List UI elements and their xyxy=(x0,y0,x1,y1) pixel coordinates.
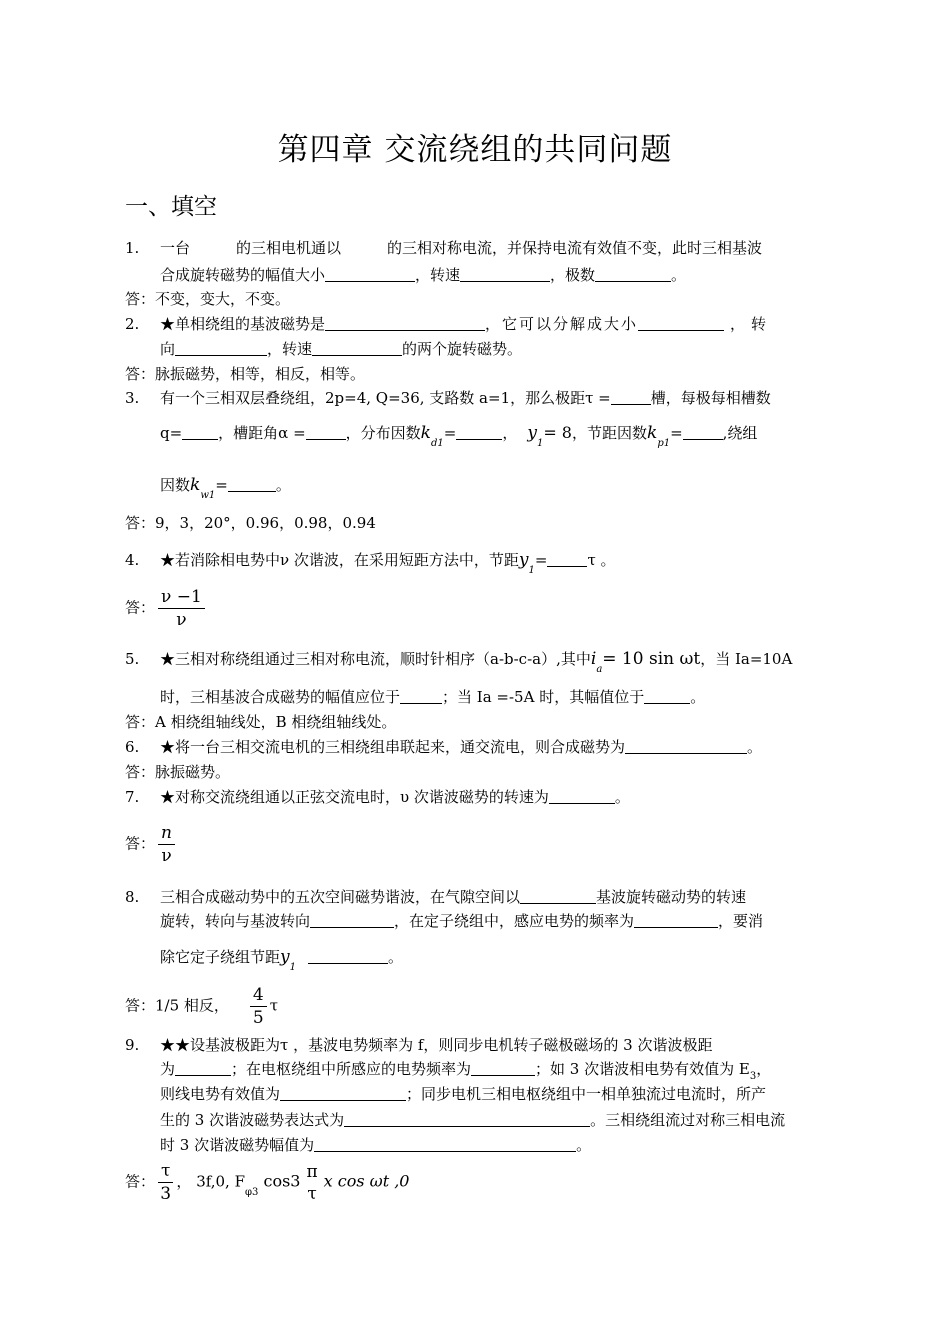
fill-blank[interactable] xyxy=(611,390,651,405)
fill-blank[interactable] xyxy=(175,341,267,356)
chapter-title: 第四章 交流绕组的共同问题 xyxy=(277,132,673,168)
q8-line2: 旋转，转向与基波转向 ，在定子绕组中，感应电势的频率为 ，要消 xyxy=(160,912,764,930)
q7-answer: 答： $\frac{n}{\nu}$ xyxy=(125,822,178,867)
question-number: 6. xyxy=(125,738,140,756)
fraction: $\frac{\nu -1}{\nu}$ xyxy=(158,586,205,631)
q3-line1: 有一个三相双层叠绕组，2p=4, Q=36, 支路数 a=1，那么极距τ = 槽，每极每相槽数 xyxy=(160,389,771,407)
fill-blank[interactable] xyxy=(310,913,394,928)
fill-blank[interactable] xyxy=(634,913,718,928)
fill-blank[interactable] xyxy=(175,1061,231,1076)
fill-blank[interactable] xyxy=(400,689,442,704)
fraction: $\frac{n}{\nu}$ xyxy=(158,822,175,867)
question-number: 4. xyxy=(125,551,140,569)
q9-line3: 则线电势有效值为 ；同步电机三相电枢绕组中一相单独流过电流时，所产 xyxy=(160,1085,767,1103)
fill-blank[interactable] xyxy=(625,739,747,754)
q2-line1: ★单相绕组的基波磁势是 ，它可以分解成大小 ，转 xyxy=(160,315,773,333)
question-number: 8. xyxy=(125,888,140,906)
q1-line2: 合成旋转磁势的幅值大小 ，转速 ，极数 。 xyxy=(160,266,687,284)
q8-line3: 除它定子绕组节距$y_1$。 xyxy=(160,947,404,973)
q3-line3: 因数$k_{w1}=$ 。 xyxy=(160,475,291,501)
q2-answer: 答：脉振磁势，相等，相反，相等。 xyxy=(125,365,366,383)
q9-line4: 生的 3 次谐波磁势表达式为 。三相绕组流过对称三相电流 xyxy=(160,1111,786,1129)
fill-blank[interactable] xyxy=(638,316,724,331)
question-number: 3. xyxy=(125,389,140,407)
question-number: 5. xyxy=(125,650,140,668)
q7-line1: ★对称交流绕组通以正弦交流电时，υ 次谐波磁势的转速为 。 xyxy=(160,788,630,806)
fill-blank[interactable] xyxy=(520,889,596,904)
fill-blank[interactable] xyxy=(683,425,723,440)
question-number: 9. xyxy=(125,1036,140,1054)
q5-line1: ★三相对称绕组通过三相对称电流，顺时针相序（a-b-c-a）,其中$i_a= 10$ sin ωt，当 Ia=10A xyxy=(160,649,793,675)
fill-blank[interactable] xyxy=(325,316,485,331)
question-number: 7. xyxy=(125,788,140,806)
fraction: $\frac{4}{5}$ xyxy=(250,984,267,1029)
fill-blank[interactable] xyxy=(549,789,615,804)
q2-line2: 向 ，转速 的两个旋转磁势。 xyxy=(160,340,523,358)
q4-answer: 答： $\frac{\nu -1}{\nu}$ xyxy=(125,586,208,631)
fill-blank[interactable] xyxy=(280,1086,406,1101)
q9-answer: 答： $\frac{\tau}{3}$ ， 3f,0, $F_{\varphi 3}$ cos3 π τ x cos ωt ,0 xyxy=(125,1161,410,1204)
fill-blank[interactable] xyxy=(344,1112,590,1127)
q6-answer: 答：脉振磁势。 xyxy=(125,763,231,781)
fraction: π τ xyxy=(306,1161,318,1204)
q5-line2: 时，三相基波合成磁势的幅值应位于 ；当 Ia =-5A 时，其幅值位于 。 xyxy=(160,688,706,706)
fill-blank[interactable] xyxy=(228,477,276,492)
q8-answer: 答：1/5 相反， $\frac{4}{5}$ τ xyxy=(125,985,279,1028)
fill-blank[interactable] xyxy=(314,1137,576,1152)
fill-blank[interactable] xyxy=(595,267,671,282)
q1-answer: 答：不变，变大，不变。 xyxy=(125,290,291,308)
q5-answer: 答：A 相绕组轴线处，B 相绕组轴线处。 xyxy=(125,713,397,731)
question-number: 1. xyxy=(125,239,140,257)
fill-blank[interactable] xyxy=(325,267,415,282)
q9-line5: 时 3 次谐波磁势幅值为 。 xyxy=(160,1136,592,1154)
fill-blank[interactable] xyxy=(312,341,402,356)
fill-blank[interactable] xyxy=(644,689,690,704)
fill-blank[interactable] xyxy=(471,1061,535,1076)
q9-line2: 为 ；在电枢绕组中所感应的电势频率为 ；如 3 次谐波相电势有效值为 $E_3$， xyxy=(160,1060,772,1082)
fill-blank[interactable] xyxy=(547,552,587,567)
q8-line1: 三相合成磁动势中的五次空间磁势谐波，在气隙空间以 基波旋转磁动势的转速 xyxy=(160,888,747,906)
fraction: $\frac{\tau}{3}$ xyxy=(158,1160,173,1205)
fill-blank[interactable] xyxy=(456,425,502,440)
fill-blank[interactable] xyxy=(308,949,388,964)
q1-line1: 一台 的三相电机通以 的三相对称电流，并保持电流有效值不变，此时三相基波 xyxy=(160,239,763,257)
q4-line1: ★若消除相电势中ν 次谐波，在采用短距方法中，节距$y_1= \tau$ 。 xyxy=(160,550,616,576)
question-number: 2. xyxy=(125,315,140,333)
fill-blank[interactable] xyxy=(306,425,346,440)
q3-line2: q= ，槽距角α = ，分布因数$k_{d1}=$ ， $y_1= 8$，节距因数$k_{p1}=$ ,绕组 xyxy=(160,423,758,449)
q6-line1: ★将一台三相交流电机的三相绕组串联起来，通交流电，则合成磁势为 。 xyxy=(160,738,763,756)
fill-blank[interactable] xyxy=(182,425,218,440)
section-heading: 一、填空 xyxy=(125,194,217,220)
q3-answer: 答：9，3，20°，0.96，0.98，0.94 xyxy=(125,514,376,532)
q9-line1: ★★设基波极距为τ ，基波电势频率为 f，则同步电机转子磁极磁场的 3 次谐波极距 xyxy=(160,1036,713,1054)
fill-blank[interactable] xyxy=(460,267,550,282)
